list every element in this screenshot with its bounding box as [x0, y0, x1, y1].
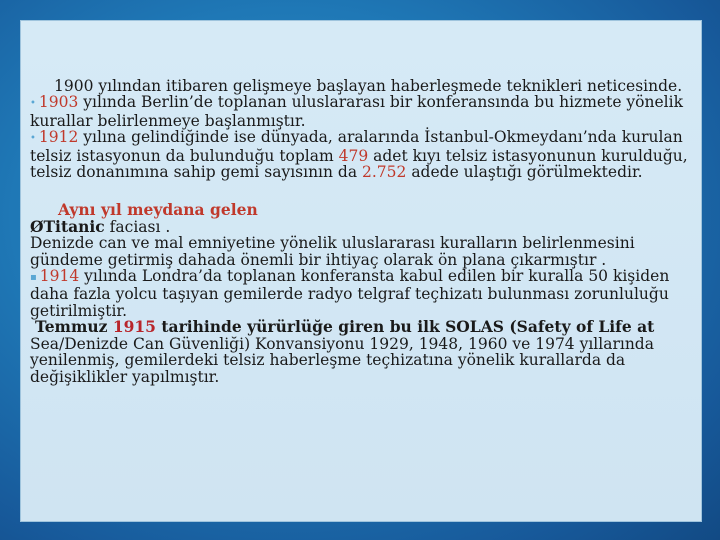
bullet-1912	[30, 129, 700, 180]
station-count: 479	[338, 146, 369, 165]
intro-text: 1900 yılından itibaren gelişmeye başlayan haberleşmede teknikleri neticesinde.	[54, 77, 683, 95]
titanic-rest: faciası .	[104, 217, 171, 236]
square-bullet-icon: ▪	[30, 272, 37, 284]
bullet-1914-text: yılında Londra’da toplanan konferansta kabul edilen bir kuralla 50 kişiden daha fazla yolcu taşıyan gemilerde radyo telgraf teçhizatı bulunması zorunluluğu getirilmiştir.	[30, 267, 670, 320]
bullet-icon: •	[30, 98, 36, 110]
solas-month: Temmuz	[34, 317, 113, 337]
year-1903: 1903	[38, 93, 79, 112]
bullet-1912-text-2: adet kıyı telsiz istasyonunun kurulduğu, telsiz donanımına sahip gemi sayısının da	[30, 146, 688, 182]
slide-body	[30, 78, 700, 385]
year-1915: 1915	[112, 317, 156, 337]
bullet-1914	[30, 268, 700, 319]
arrow-bullet-icon: Ø	[30, 216, 44, 236]
titanic-line	[30, 216, 700, 236]
bullet-icon: •	[30, 133, 36, 145]
solas-heading: tarihinde yürürlüğe giren bu ilk SOLAS (Safety of Life at	[155, 317, 655, 337]
same-year-heading: Aynı yıl meydana gelen	[58, 200, 258, 220]
bullet-1912-text-3: adede ulaştığı görülmektedir.	[406, 163, 643, 182]
solas-paragraph	[30, 319, 700, 385]
intro-paragraph	[30, 78, 700, 94]
safety-paragraph: Denizde can ve mal emniyetine yönelik uluslararası kuralların belirlenmesini gündeme getirmiş dahada önemli bir ihtiyaç olarak ön plana çıkarmıştır .	[30, 234, 635, 269]
year-1914: 1914	[39, 267, 80, 286]
titanic-label: Titanic	[43, 216, 105, 236]
spacer	[30, 180, 700, 202]
bullet-1912-text-1: yılına gelindiğinde ise dünyada, aralarında İstanbul-Okmeydanı’nda kurulan telsiz istasyonun da bulunduğu toplam	[30, 128, 683, 165]
bullet-1903	[30, 94, 700, 129]
year-1912: 1912	[38, 128, 79, 147]
ship-count: 2.752	[362, 163, 407, 182]
solas-text: Sea/Denizde Can Güvenliği) Konvansiyonu 1929, 1948, 1960 ve 1974 yıllarında yenilenmiş, gemilerdeki telsiz haberleşme teçhizatına yönelik kurallarda da değişiklikler yapılmıştır.	[30, 334, 654, 386]
bullet-1903-text: yılında Berlin’de toplanan uluslararası bir konferansında bu hizmete yönelik kurallar belirlenmeye başlanmıştır.	[30, 93, 683, 130]
